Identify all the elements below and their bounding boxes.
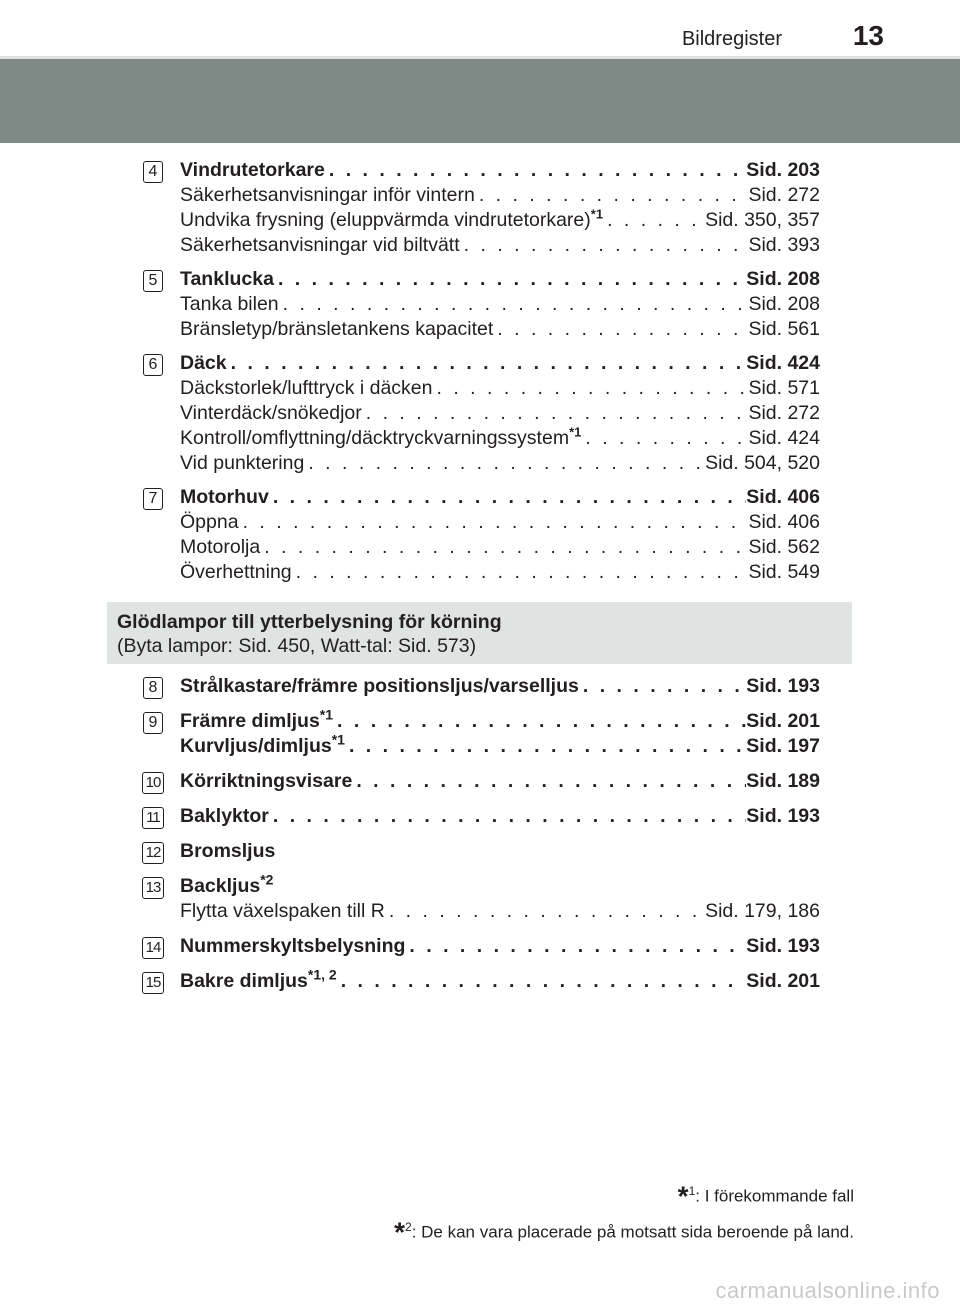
- page-reference: Sid. 179, 186: [705, 900, 820, 922]
- index-entry-main: [180, 769, 820, 794]
- entry-label-text: Nummerskyltsbelysning: [180, 935, 406, 957]
- entry-label: [180, 899, 385, 924]
- page-reference: Sid. 208: [746, 268, 820, 290]
- entry-label: [180, 535, 260, 560]
- callout-number-badge: 10: [142, 772, 164, 794]
- page-reference: Sid. 350, 357: [705, 209, 820, 231]
- footnote-star: *: [394, 1216, 406, 1248]
- index-group: [140, 871, 820, 924]
- entry-label-text: Bakre dimljus: [180, 970, 308, 992]
- leader-dots: [239, 510, 749, 535]
- page-reference: Sid. 201: [746, 710, 820, 732]
- leader-dots: [385, 899, 705, 924]
- entry-label: [180, 351, 227, 376]
- entry-label: [180, 839, 275, 864]
- leader-dots: [460, 233, 749, 258]
- index-entry-sub: [180, 451, 820, 476]
- index-entry-main: [180, 871, 820, 899]
- entry-label-text: Däck: [180, 352, 227, 374]
- page-reference: Sid. 504, 520: [705, 452, 820, 474]
- page-reference: Sid. 203: [746, 159, 820, 181]
- page-number: 13: [852, 20, 884, 51]
- entry-label: [180, 233, 460, 258]
- footnote-text: : I förekommande fall: [695, 1186, 854, 1206]
- entry-label-text: Baklyktor: [180, 805, 269, 827]
- callout-number-badge: 5: [143, 270, 163, 292]
- footnote-reference: *1: [590, 206, 604, 222]
- leader-dots: [362, 401, 749, 426]
- entry-label-text: Strålkastare/främre positionsljus/varselljus: [180, 675, 579, 697]
- index-group: [140, 674, 820, 699]
- index-group: [140, 267, 820, 342]
- index-entry-main: [180, 485, 820, 510]
- index-list-bottom: [140, 674, 820, 1004]
- entry-label-text: Säkerhetsanvisningar vid biltvätt: [180, 234, 460, 256]
- footnote-star: *: [677, 1180, 689, 1212]
- leader-dots: [345, 734, 746, 759]
- entry-label: [180, 510, 239, 535]
- page-reference: Sid. 197: [746, 735, 820, 757]
- entry-label: [180, 871, 274, 899]
- index-group: [140, 351, 820, 476]
- index-entry-main: [180, 804, 820, 829]
- footnote-number: 2: [405, 1219, 412, 1234]
- leader-dots: [304, 451, 705, 476]
- entry-label-text: Vindrutetorkare: [180, 159, 325, 181]
- page-reference: Sid. 272: [748, 184, 820, 206]
- entry-label: [180, 804, 269, 829]
- footnote-reference: *1: [319, 706, 334, 723]
- index-group: [140, 158, 820, 258]
- footnote-reference: *2: [260, 871, 274, 888]
- page-reference: Sid. 393: [748, 234, 820, 256]
- footnote-line: [394, 1212, 854, 1248]
- page-reference: Sid. 189: [746, 770, 820, 792]
- lights-section-box: [107, 602, 852, 664]
- entry-label: [180, 317, 493, 342]
- entry-label: [180, 292, 279, 317]
- callout-number-badge: 13: [142, 877, 164, 899]
- entry-label-text: Säkerhetsanvisningar inför vintern: [180, 184, 475, 206]
- entry-label-text: Bromsljus: [180, 840, 276, 862]
- leader-dots: [405, 934, 746, 959]
- entry-label: [180, 706, 334, 734]
- entry-label: [180, 966, 337, 994]
- index-entry-main: [180, 934, 820, 959]
- footnote-line: [394, 1176, 854, 1212]
- footnotes: [394, 1176, 854, 1247]
- callout-number-badge: 4: [143, 161, 163, 183]
- page-reference: Sid. 201: [746, 970, 820, 992]
- entry-label: [180, 376, 433, 401]
- leader-dots: [581, 426, 748, 451]
- page-reference: Sid. 406: [746, 486, 820, 508]
- leader-dots: [274, 267, 746, 292]
- header-band: [0, 59, 960, 143]
- footnote-text: : De kan vara placerade på motsatt sida beroende på land.: [411, 1222, 854, 1242]
- leader-dots: [352, 769, 746, 794]
- leader-dots: [292, 560, 749, 585]
- callout-number-badge: 9: [143, 712, 163, 734]
- callout-number-badge: 14: [142, 937, 164, 959]
- footnote-reference: *1: [331, 731, 345, 748]
- entry-label: [180, 401, 362, 426]
- leader-dots: [279, 292, 749, 317]
- entry-label: [180, 183, 475, 208]
- entry-label: [180, 560, 292, 585]
- callout-number-badge: 15: [142, 972, 164, 994]
- index-group: [140, 706, 820, 759]
- watermark: carmanualsonline.info: [715, 1278, 940, 1303]
- entry-label-text: Bränsletyp/bränsletankens kapacitet: [180, 318, 494, 340]
- index-group: [140, 485, 820, 585]
- index-entry-sub: [180, 535, 820, 560]
- callout-number-badge: 12: [142, 842, 164, 864]
- page-reference: Sid. 193: [746, 935, 820, 957]
- page-reference: Sid. 424: [746, 352, 820, 374]
- index-entry-main: [180, 731, 820, 759]
- entry-label: [180, 208, 603, 233]
- callout-number-badge: 7: [143, 488, 163, 510]
- index-entry-main: [180, 351, 820, 376]
- page-reference: Sid. 571: [748, 377, 820, 399]
- index-entry-sub: [180, 899, 820, 924]
- callout-number-badge: 8: [143, 677, 163, 699]
- entry-label: [180, 731, 345, 759]
- entry-label: [180, 158, 325, 183]
- entry-label-text: Backljus: [180, 875, 261, 897]
- index-entry-sub: [180, 317, 820, 342]
- page-reference: Sid. 193: [746, 675, 820, 697]
- footnote-number: 1: [688, 1184, 696, 1198]
- entry-label: [180, 485, 269, 510]
- leader-dots: [269, 485, 746, 510]
- index-group: [140, 839, 820, 864]
- entry-label-text: Vid punktering: [180, 452, 305, 474]
- entry-label-text: Vinterdäck/snökedjor: [180, 402, 362, 424]
- entry-label-text: Undvika frysning (eluppvärmda vindrutetorkare): [180, 209, 591, 231]
- entry-label-text: Tanka bilen: [180, 293, 279, 315]
- leader-dots: [493, 317, 748, 342]
- index-entry-sub: [180, 376, 820, 401]
- index-entry-main: [180, 267, 820, 292]
- entry-label-text: Öppna: [180, 511, 239, 533]
- leader-dots: [227, 351, 747, 376]
- index-entry-main: [180, 706, 820, 734]
- index-entry-sub: [180, 208, 820, 233]
- index-entry-sub: [180, 426, 820, 451]
- leader-dots: [603, 208, 705, 233]
- entry-label: [180, 426, 581, 451]
- page-reference: Sid. 272: [748, 402, 820, 424]
- leader-dots: [475, 183, 749, 208]
- entry-label-text: Överhettning: [180, 561, 292, 583]
- entry-label-text: Tanklucka: [180, 268, 274, 290]
- index-entry-main: [180, 839, 820, 864]
- page-reference: Sid. 562: [748, 536, 820, 558]
- entry-label-text: Flytta växelspaken till R: [180, 900, 385, 922]
- entry-label: [180, 934, 405, 959]
- page-reference: Sid. 406: [748, 511, 820, 533]
- lights-section-title: Glödlampor till ytterbelysning för körning: [117, 611, 502, 633]
- page-reference: Sid. 561: [748, 318, 820, 340]
- entry-label-text: Körriktningsvisare: [180, 770, 353, 792]
- page-reference: Sid. 193: [746, 805, 820, 827]
- index-entry-main: [180, 966, 820, 994]
- page-reference: Sid. 549: [748, 561, 820, 583]
- index-entry-sub: [180, 183, 820, 208]
- leader-dots: [333, 709, 746, 734]
- index-entry-main: [180, 158, 820, 183]
- index-entry-sub: [180, 560, 820, 585]
- entry-label: [180, 674, 579, 699]
- leader-dots: [260, 535, 748, 560]
- leader-dots: [269, 804, 746, 829]
- index-list-top: [140, 158, 820, 594]
- entry-label: [180, 267, 274, 292]
- index-group: [140, 769, 820, 794]
- index-entry-sub: [180, 292, 820, 317]
- index-group: [140, 966, 820, 994]
- entry-label-text: Kurvljus/dimljus: [180, 735, 332, 757]
- index-entry-main: [180, 674, 820, 699]
- entry-label-text: Kontroll/omflyttning/däcktryckvarningssystem: [180, 427, 570, 449]
- entry-label-text: Motorhuv: [180, 486, 269, 508]
- entry-label-text: Däckstorlek/lufttryck i däcken: [180, 377, 433, 399]
- leader-dots: [325, 158, 746, 183]
- callout-number-badge: 11: [142, 807, 164, 829]
- leader-dots: [337, 969, 747, 994]
- page-reference: Sid. 424: [748, 427, 820, 449]
- index-group: [140, 804, 820, 829]
- lights-section-subtitle: (Byta lampor: Sid. 450, Watt-tal: Sid. 573): [117, 635, 477, 657]
- page-header: [0, 0, 960, 58]
- entry-label: [180, 451, 304, 476]
- index-entry-sub: [180, 401, 820, 426]
- page-reference: Sid. 208: [748, 293, 820, 315]
- leader-dots: [579, 674, 746, 699]
- entry-label-text: Främre dimljus: [180, 710, 320, 732]
- callout-number-badge: 6: [143, 354, 163, 376]
- entry-label: [180, 769, 352, 794]
- index-group: [140, 934, 820, 959]
- entry-label-text: Motorolja: [180, 536, 261, 558]
- index-entry-sub: [180, 233, 820, 258]
- footnote-reference: *1: [569, 424, 582, 440]
- section-title: Bildregister: [681, 28, 782, 50]
- leader-dots: [433, 376, 749, 401]
- footnote-reference: *1, 2: [307, 966, 337, 983]
- index-entry-sub: [180, 510, 820, 535]
